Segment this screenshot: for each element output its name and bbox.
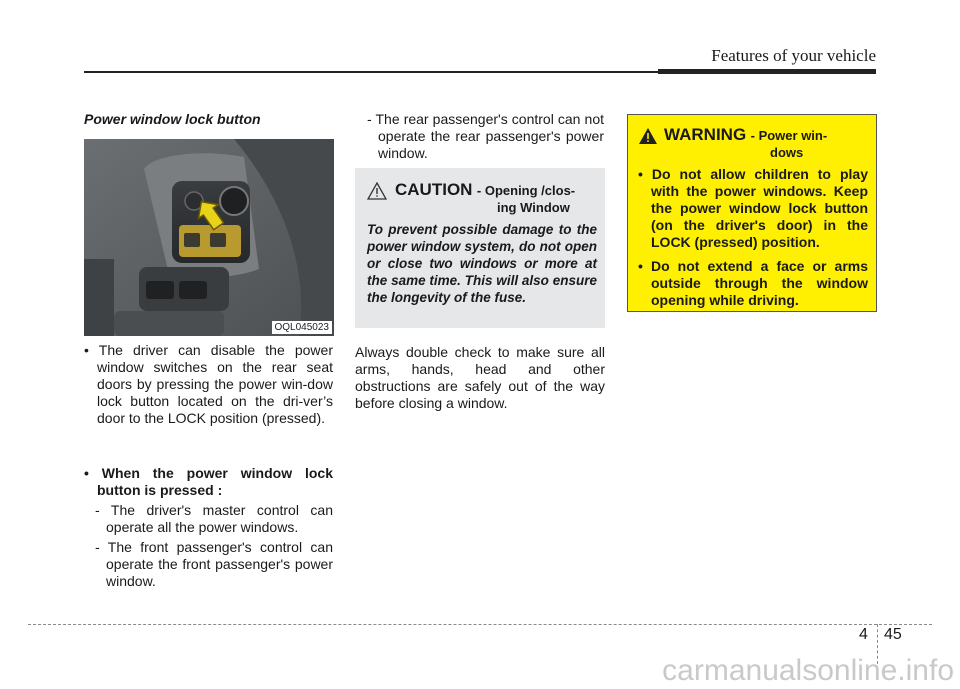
section-title: Features of your vehicle [711, 46, 876, 65]
watermark: carmanualsonline.info [662, 654, 954, 687]
warning-box [627, 114, 877, 312]
bullet-paragraph-bold: • When the power window lock button is pressed : [84, 465, 333, 498]
caution-text: To prevent possible damage to the power window system, do not open or close two windows or more at the same time. This will also ensure the longevity of the fuse. [367, 222, 597, 305]
caution-title: CAUTION [395, 180, 473, 199]
warning-item: • Do not extend a face or arms outside through the window opening while driving. [638, 258, 869, 308]
door-switch-illustration [84, 139, 334, 336]
caution-subtitle: - Opening /clos- [476, 183, 576, 198]
chapter-number: 4 [859, 626, 868, 643]
warning-subtitle-cont: dows [770, 145, 804, 160]
section-heading: Power window lock button [84, 111, 261, 127]
safety-paragraph: Always double check to make sure all arms, hands, head and other obstructions are safely out of the way before closing a window. [355, 344, 605, 411]
dash-paragraph: - The rear passenger's control can not operate the rear passenger's power window. [367, 111, 604, 161]
page-number: 45 [884, 626, 902, 643]
warning-title: WARNING [664, 125, 747, 144]
dash-paragraph: - The driver's master control can operate all the power windows. [95, 502, 333, 535]
warning-subtitle: - Power win- [750, 128, 828, 143]
warning-list [638, 166, 868, 309]
warning-triangle-icon [638, 127, 658, 145]
caution-subtitle-cont: ing Window [497, 200, 570, 215]
door-switch-photo [84, 139, 334, 336]
footer-rule [28, 624, 932, 625]
figure-caption: OQL045023 [272, 321, 333, 334]
dash-paragraph: - The front passenger's control can operate the front passenger's power window. [95, 539, 333, 589]
header-rule-accent [658, 69, 876, 74]
bullet-paragraph: • The driver can disable the power window switches on the rear seat doors by pressing the power win-dow lock button located on the dri-ver’s door to the LOCK position (pressed). [84, 342, 333, 426]
caution-box [355, 168, 605, 328]
warning-item: • Do not allow children to play with the power windows. Keep the power window lock button (on the driver's door) in the LOCK (pressed) position. [638, 166, 868, 250]
caution-triangle-icon [367, 182, 387, 200]
